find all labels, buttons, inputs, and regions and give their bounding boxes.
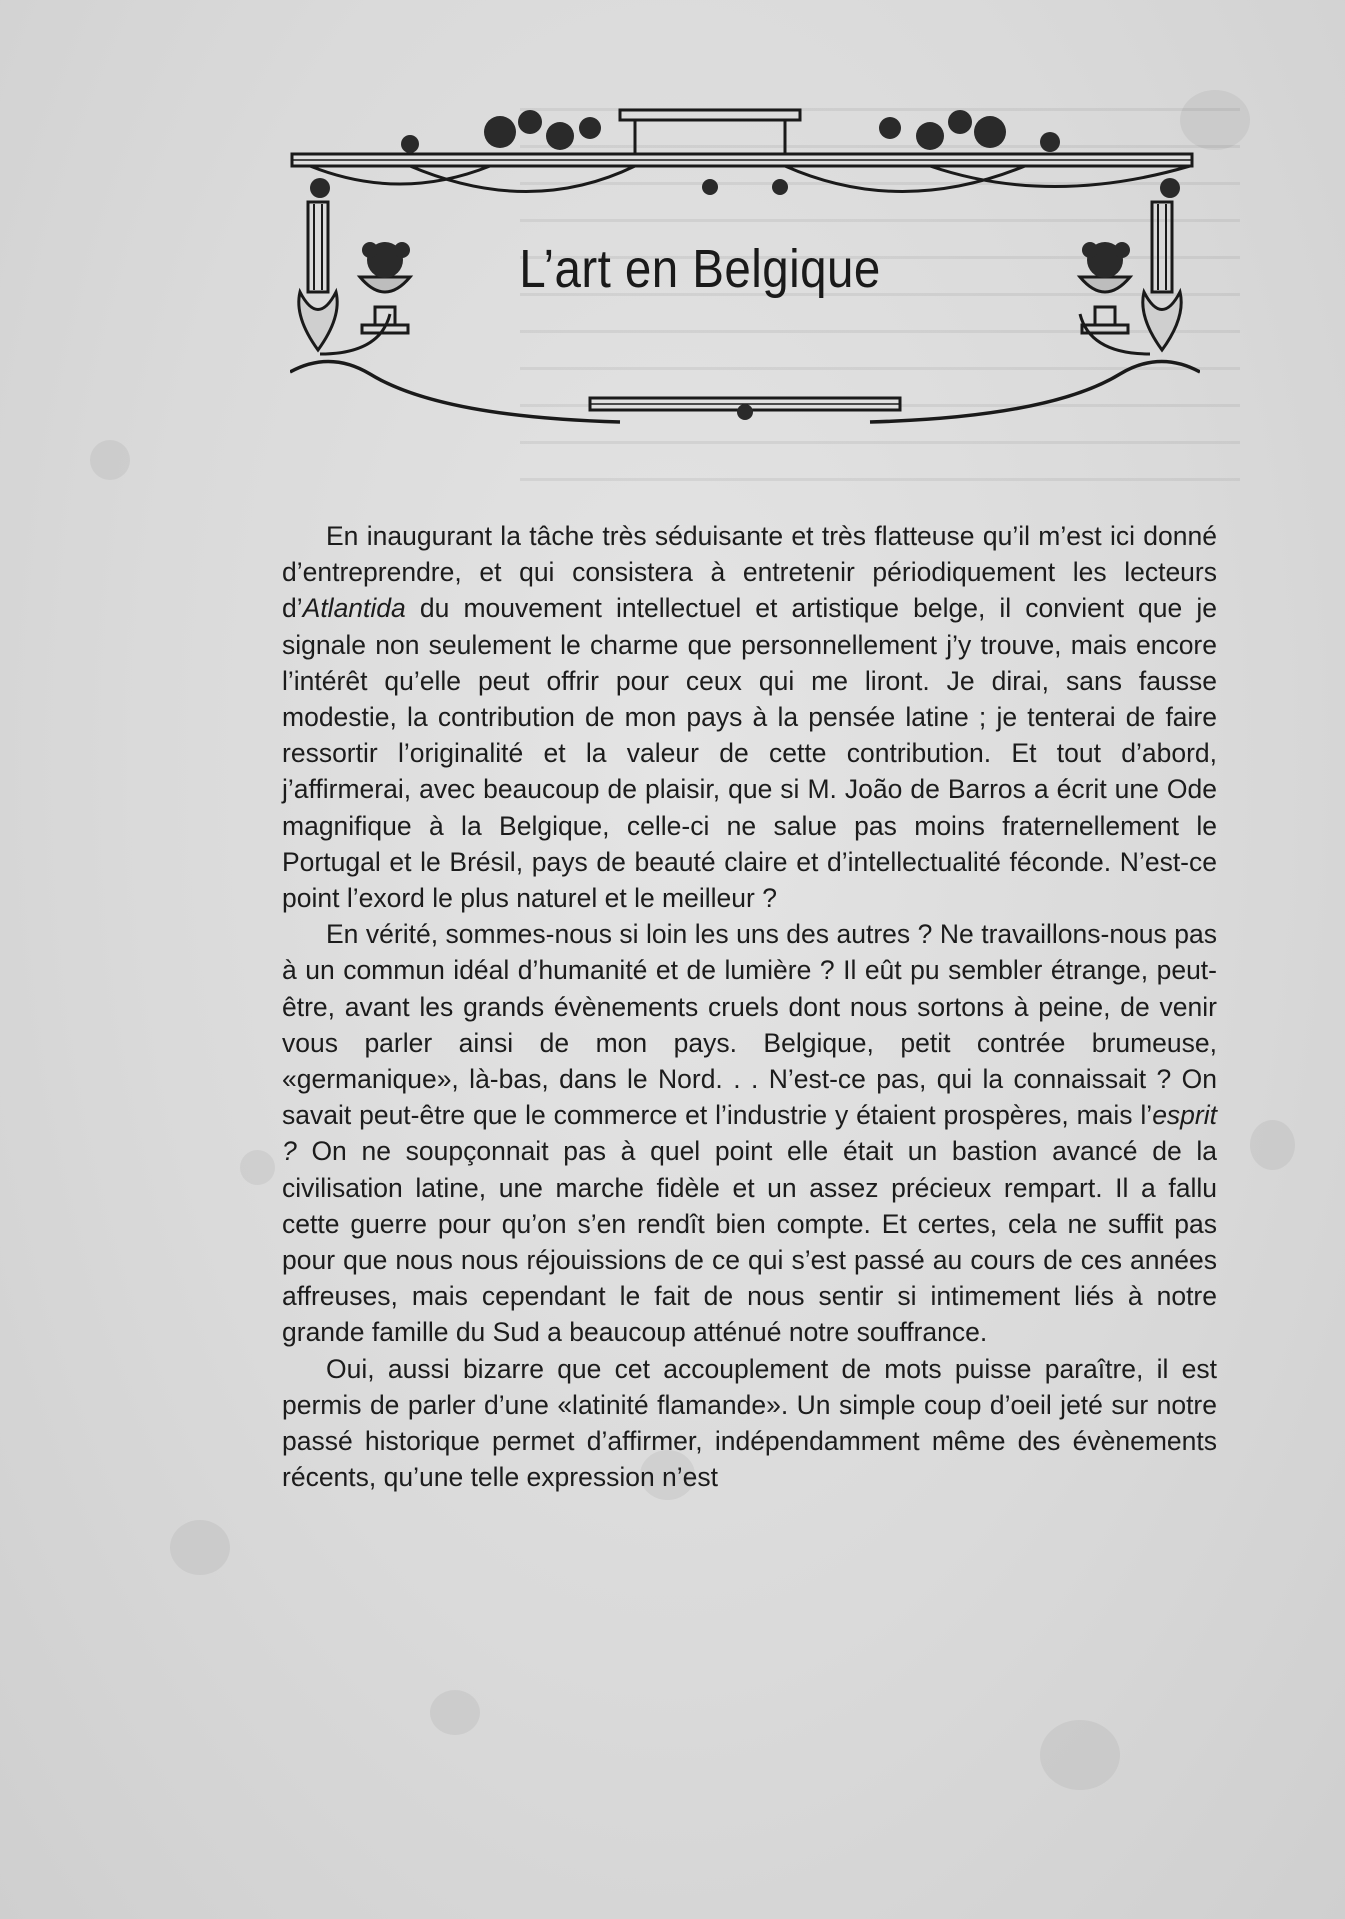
text-run: Oui, aussi bizarre que cet accouplement de mots puisse paraître, il est permis de parler d’une «latinité flamande». Un simple coup d’oeil jeté sur notre passé historique permet d’affirmer, indépendamment même des évènements récents, qu’une telle expression n’est (282, 1353, 1217, 1493)
paper-speck (90, 440, 130, 480)
paper-speck (170, 1520, 230, 1575)
paper-speck (1250, 1120, 1295, 1170)
text-run: En vérité, sommes-nous si loin les uns des autres ? Ne travaillons-nous pas à un commun idéal d’humanité et de lumière ? Il eût pu sembler étrange, peut-être, avant les grands évènements cruels dont nous sortons à peine, de venir vous parler ainsi de mon pays. Belgique, petit contrée brumeuse, «germanique», là-bas, dans le Nord. . . N’est-ce pas, qui la connaissait ? On savait peut-être que le commerce et l’industrie y étaient prospères, mais l’ (282, 919, 1217, 1131)
journal-name-italic: Atlantida (302, 593, 406, 624)
paragraph (282, 916, 1217, 1350)
paper-speck (430, 1690, 480, 1735)
text-run: En inaugurant la tâche très séduisante et très flatteuse qu’il m’est ici donné d’entreprendre, et qui consistera à entretenir périodiquement les lecteurs d’ (282, 521, 1217, 624)
paper-speck (240, 1150, 275, 1185)
article-body (282, 518, 1217, 1495)
article-title: L’art en Belgique (519, 239, 881, 299)
text-run: On ne soupçonnait pas à quel point elle était un bastion avancé de la civilisation latine, une marche fidèle et un assez précieux rempart. Il a fallu cette guerre pour qu’on s’en rendît bien compte. Et certes, cela ne suffit pas pour que nous nous réjouissions de ce qui s’est passé au cours de ces années affreuses, mais cependant le fait de nous sentir si intimement liés à notre grande famille du Sud a beaucoup atténué notre souffrance. (282, 1136, 1217, 1348)
paper-speck (1040, 1720, 1120, 1790)
text-run: du mouvement intellectuel et artistique belge, il convient que je signale non seulement le charme que personnellement j’y trouve, mais encore l’intérêt qu’elle peut offrir pour ceux qui me liront. Je dirai, sans fausse modestie, la contribution de mon pays à la pensée latine ; je tenterai de faire ressortir l’originalité et la valeur de cette contribution. Et tout d’abord, j’affirmerai, avec beaucoup de plaisir, que si M. João de Barros a écrit une Ode magnifique à la Belgique, celle-ci ne salue pas moins fraternellement le Portugal et le Brésil, pays de beauté claire et d’intellectualité féconde. N’est-ce point l’exord le plus naturel et le meilleur ? (282, 593, 1217, 914)
emphasis-italic: esprit ? (282, 1100, 1217, 1167)
paragraph (282, 518, 1217, 916)
paragraph (282, 1351, 1217, 1496)
